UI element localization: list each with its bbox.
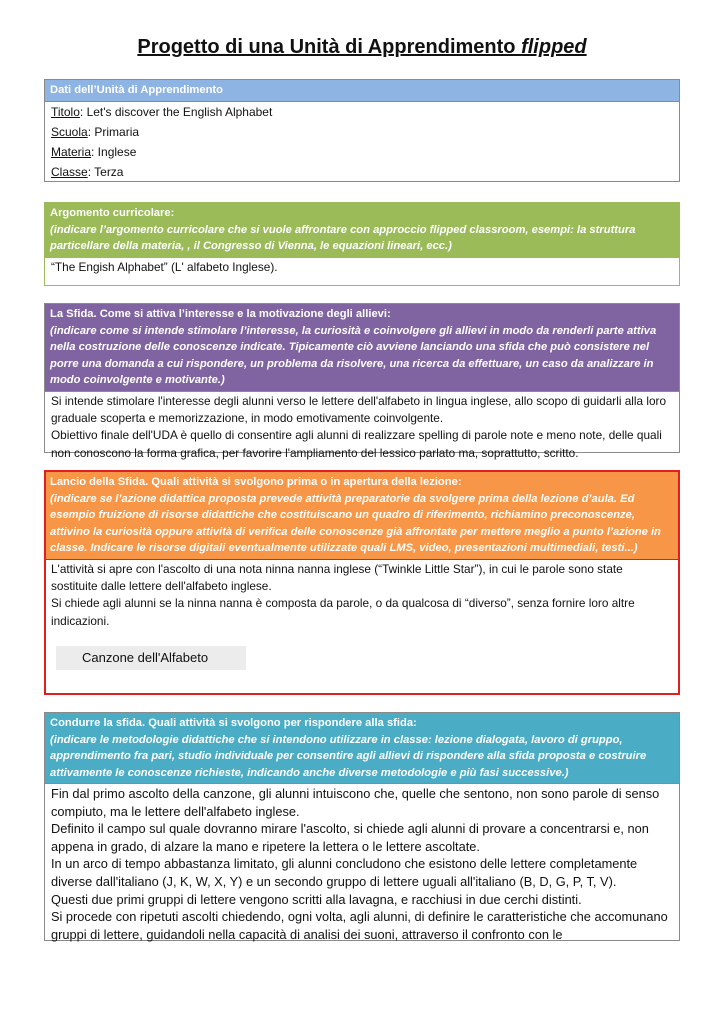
sfida-section [44, 303, 680, 460]
dati-body [45, 102, 679, 184]
dati-header: Dati dell’Unità di Apprendimento [45, 80, 679, 102]
condurre-header: Condurre la sfida. Quali attività si svolgono per rispondere alla sfida: (indicare le metodologie didattiche che si intendono utilizzare in classe: lezione dialogata, lavoro di gruppo, apprendimento fra pari, studio individuale per consentire agli allievi di rispondere alla sfida proposta e costruire attivamente le conoscenze richieste, indicando anche diverse metodologie e più fasi successive.) [45, 713, 679, 784]
sfida-body: Si intende stimolare l'interesse degli alunni verso le lettere dell'alfabeto in lingua inglese, allo scopo di guidarli alla loro graduale scoperta e memorizzazione, in modo emotivamente coinvolgente. Obiettivo finale dell'UDA è quello di consentire agli alunni di realizzare spelling di parole note e meno note, delle quali non conoscono la forma grafica, per favorire l'ampliamento del lessico parlato ma, soprattutto, scritto. [51, 393, 667, 460]
classe-row: Classe: Terza [51, 164, 124, 179]
argomento-header: Argomento curricolare: (indicare l’argomento curricolare che si vuole affrontare con approccio flipped classroom, esempi: la struttura particellare della materia, , il Congresso di Vienna, le equazioni lineari, ecc.) [45, 203, 679, 258]
sfida-header: La Sfida. Come si attiva l’interesse e la motivazione degli allievi: (indicare come si intende stimolare l’interesse, la curiosità e coinvolgere gli allievi in modo da renderli parte attiva nella costruzione delle conoscenze indicate. Tipicamente ciò avviene lanciando una sfida che può consistere nel porre una domanda a cui rispondere, un problema da risolvere, una ricerca da effettuare, un caso da analizzare in modo coinvolgente e motivante.) [45, 304, 679, 392]
scuola-row: Scuola: Primaria [51, 124, 140, 139]
page-title: Progetto di una Unità di Apprendimento flipped [137, 36, 587, 58]
argomento-body: “The Engish Alphabet” (L' alfabeto Inglese). [51, 259, 278, 274]
materia-row: Materia: Inglese [51, 144, 137, 159]
condurre-body: Fin dal primo ascolto della canzone, gli alunni intuiscono che, quelle che sentono, non sono parole di senso compiuto, ma le lettere dell'alfabeto inglese. Definito il campo sul quale dovranno mirare l'ascolto, si chiede agli alunni di provare a concentrarsi e, non appena in grado, di alzare la mano e ripetere la lettera o le lettere ascoltate. In un arco di tempo abbastanza limitato, gli alunni concludono che esistono delle lettere completamente diverse dall'italiano (J, K, W, X, Y) e un secondo gruppo di lettere uguali all'italiano (B, D, G, P, T, V). Questi due primi gruppi di lettere vengono scritti alla lavagna, e racchiusi in due cerchi distinti. Si procede con ripetuti ascolti chiedendo, ogni volta, agli alunni, di definire le caratteristiche che accomunano gruppi di lettere, guidandoli nella capacità di analisi dei suoni, attraverso il confronto con le [51, 786, 668, 942]
argomento-section [44, 202, 680, 286]
lancio-body: L'attività si apre con l'ascolto di una nota ninna nanna inglese (“Twinkle Little Star”), in cui le parole sono state sostituite dalle lettere dell'alfabeto inglese. Si chiede agli alunni se la ninna nanna è composta da parole, o da qualcosa di “diverso”, senza fornire loro altre indicazioni. Canzone dell'Alfabeto [46, 560, 678, 673]
titolo-row: Titolo: Let's discover the English Alphabet [51, 104, 273, 119]
condurre-section [44, 712, 680, 941]
lancio-header: Lancio della Sfida. Quali attività si svolgono prima o in apertura della lezione: (indicare se l’azione didattica proposta prevede attività preparatorie da svolgere prima della lezione d’aula. Ed esempio fruizione di risorse didattiche che costituiscano un quadro di riferimento, richiamino preconoscenze, attivino la curiosità oppure attività di verifica delle conoscenze già affrontate per mettere meglio a punto l’azione in classe. Indicare le risorse digitali eventualmente utilizzate quali LMS, video, presentazioni multimediali, testi...) [46, 472, 678, 560]
lancio-section [44, 470, 680, 695]
dati-section [44, 79, 680, 182]
canzone-alfabeto-button[interactable]: Canzone dell'Alfabeto [56, 646, 246, 670]
